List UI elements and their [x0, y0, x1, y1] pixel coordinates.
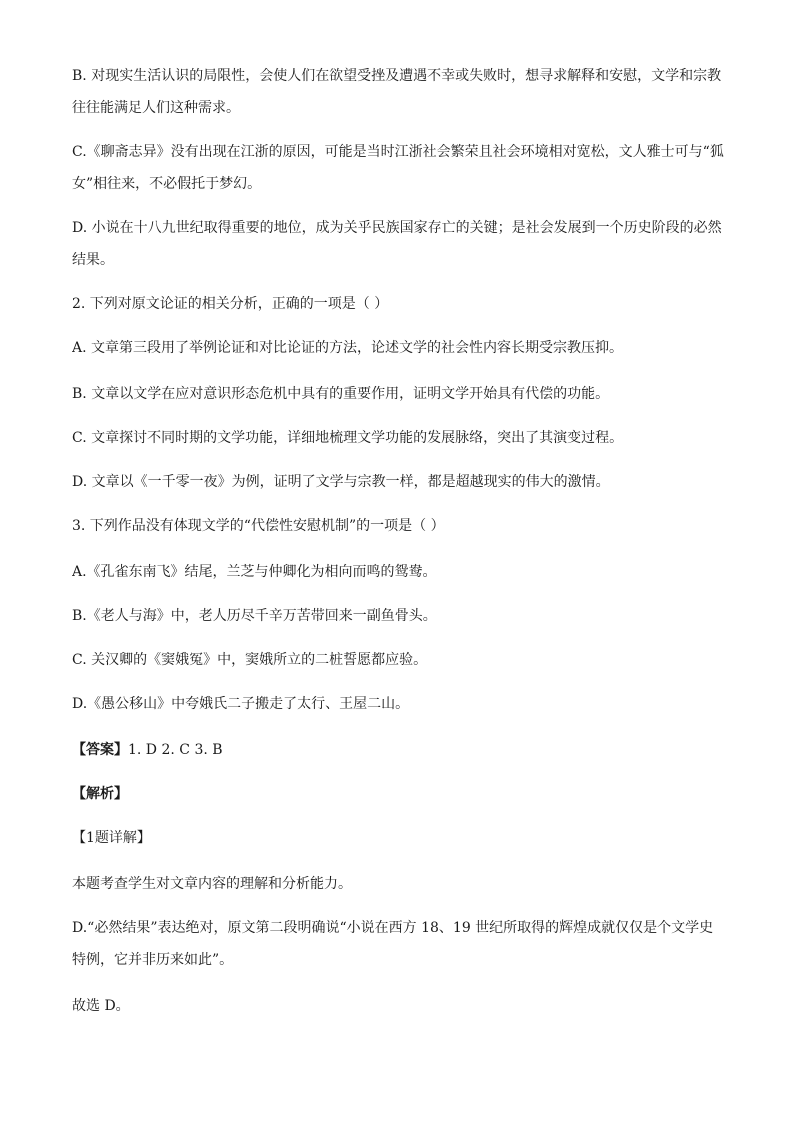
q1-detail-header: 【1题详解】: [72, 830, 151, 846]
q3-option-c: C. 关汉卿的《窦娥冤》中，窦娥所立的二桩誓愿都应验。: [72, 652, 428, 668]
analysis-conclusion: 故选 D。: [72, 998, 130, 1014]
q1-option-b-line2: 往往能满足人们这种需求。: [72, 100, 240, 116]
q1-option-c-line2: 女”相往来，不必假托于梦幻。: [72, 176, 262, 192]
q2-option-b: B. 文章以文学在应对意识形态危机中具有的重要作用，证明文学开始具有代偿的功能。: [72, 386, 610, 402]
analysis-intro: 本题考查学生对文章内容的理解和分析能力。: [72, 876, 352, 892]
q1-option-b-line1: B. 对现实生活认识的局限性，会使人们在欲望受挫及遭遇不幸或失败时，想寻求解释和安慰，文学和宗教: [72, 68, 722, 84]
q1-option-d-line1: D. 小说在十八九世纪取得重要的地位，成为关乎民族国家存亡的关键；是社会发展到一个历史阶段的必然: [72, 220, 722, 236]
q2-option-d: D. 文章以《一千零一夜》为例，证明了文学与宗教一样，都是超越现实的伟大的激情。: [72, 474, 610, 490]
analysis-d-line2: 特例，它并非历来如此”。: [72, 952, 234, 968]
q1-option-d-line2: 结果。: [72, 252, 114, 268]
answer-line: [72, 740, 724, 760]
q3-option-b: B.《老人与海》中，老人历尽千辛万苦带回来一副鱼骨头。: [72, 608, 437, 624]
q1-option-c-line1: C.《聊斋志异》没有出现在江浙的原因，可能是当时江浙社会繁荣且社会环境相对宽松，文人雅士可与“狐: [72, 144, 724, 160]
answer-text: 1. D 2. C 3. B: [128, 742, 223, 758]
q3-option-d: D.《愚公移山》中夸娥氏二子搬走了太行、王屋二山。: [72, 696, 410, 712]
q3-option-a: A.《孔雀东南飞》结尾，兰芝与仲卿化为相向而鸣的鸳鸯。: [72, 564, 437, 580]
q2-option-c: C. 文章探讨不同时期的文学功能，详细地梳理文学功能的发展脉络，突出了其演变过程。: [72, 430, 624, 446]
answer-label: 【答案】: [72, 742, 128, 758]
analysis-label: 【解析】: [72, 786, 128, 802]
analysis-d-line1: D.“必然结果”表达绝对，原文第二段明确说“小说在西方 18、19 世纪所取得的辉煌成就仅仅是个文学史: [72, 920, 714, 936]
q2-stem: 2. 下列对原文论证的相关分析，正确的一项是（ ）: [72, 296, 389, 312]
q3-stem: 3. 下列作品没有体现文学的“代偿性安慰机制”的一项是（ ）: [72, 518, 445, 534]
q2-option-a: A. 文章第三段用了举例论证和对比论证的方法，论述文学的社会性内容长期受宗教压抑。: [72, 340, 624, 356]
